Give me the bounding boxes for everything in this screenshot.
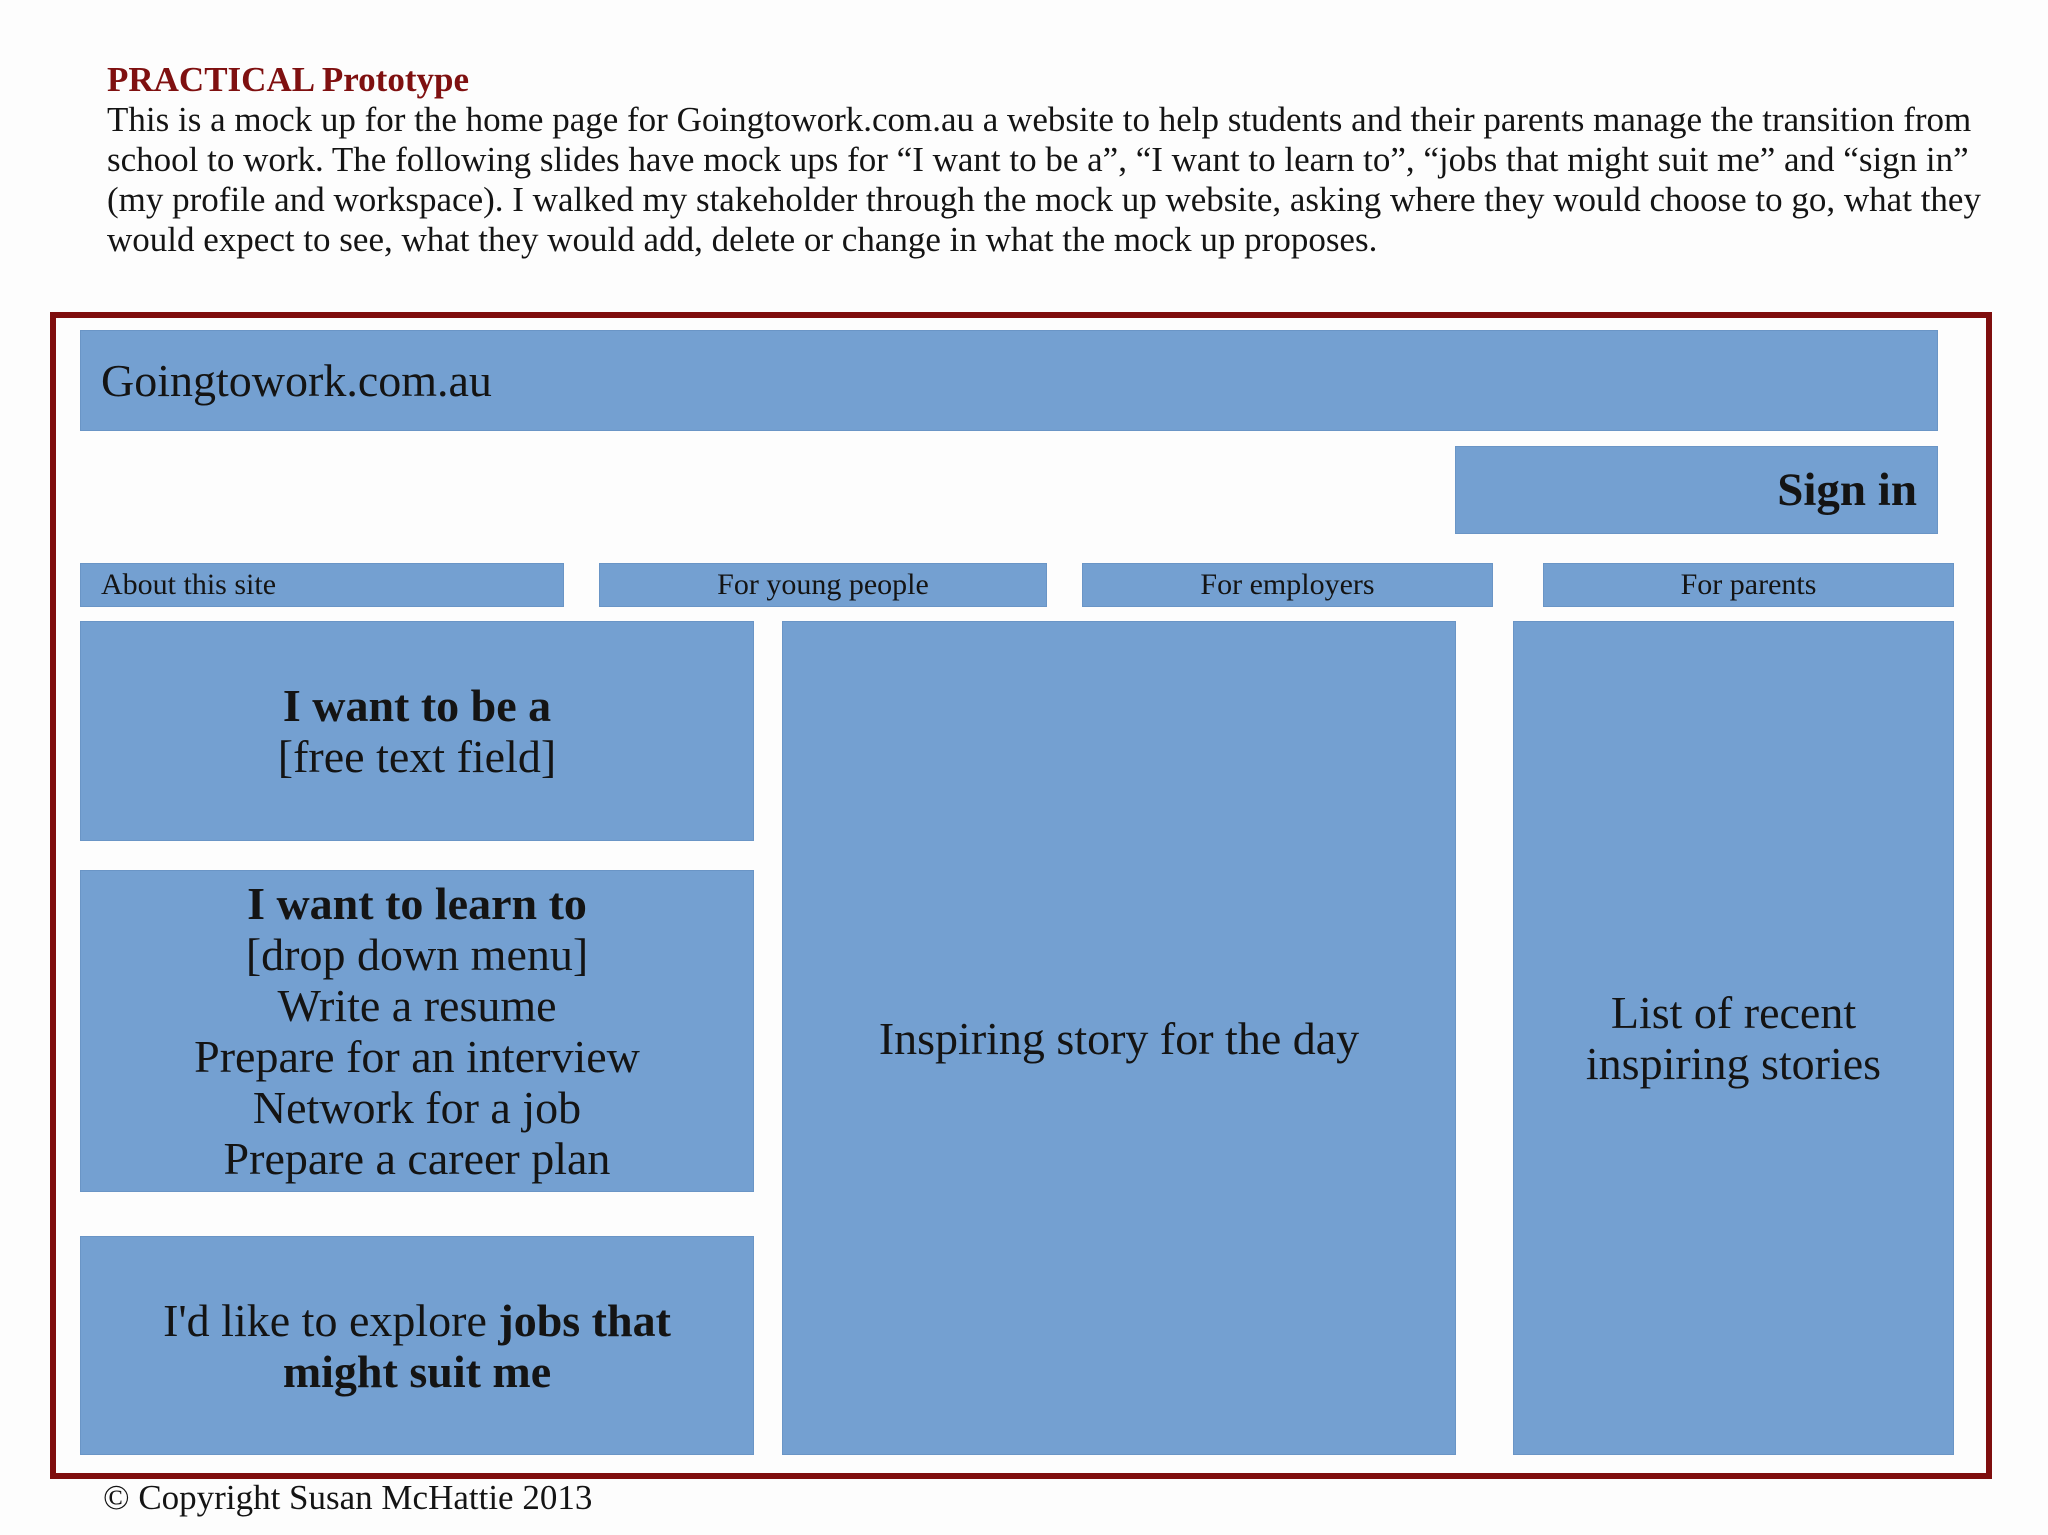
sign-in-button[interactable] xyxy=(1455,446,1938,534)
inspiring-story-panel[interactable] xyxy=(782,621,1456,1455)
nav-for-young-people[interactable] xyxy=(599,563,1047,607)
want-to-learn-panel[interactable] xyxy=(80,870,754,1192)
learn-option-interview[interactable]: Prepare for an interview xyxy=(194,1031,640,1082)
intro-description: This is a mock up for the home page for Goingtowork.com.au a website to help students and their parents manage the transition from school to work. The following slides have mock ups for “I want to be a”, “I want to learn to”, “jobs that might suit me” and “sign in” (my profile and workspace). I walked my stakeholder through the mock up website, asking where they would choose to go, what they would expect to see, what they would add, delete or change in what the mock up proposes. xyxy=(107,100,1981,259)
recent-stories-line-2: inspiring stories xyxy=(1585,1038,1882,1089)
nav-about-label: About this site xyxy=(101,568,277,601)
explore-bold-1: jobs that xyxy=(498,1294,671,1346)
learn-dropdown-menu[interactable]: [drop down menu] xyxy=(245,929,589,980)
free-text-field[interactable]: [free text field] xyxy=(277,731,557,782)
recent-stories-panel[interactable] xyxy=(1513,621,1954,1455)
want-to-be-panel[interactable] xyxy=(80,621,754,841)
nav-parents-label: For parents xyxy=(1680,568,1817,601)
nav-about-this-site[interactable] xyxy=(80,563,564,607)
nav-for-parents[interactable] xyxy=(1543,563,1954,607)
learn-option-resume[interactable]: Write a resume xyxy=(277,980,557,1031)
nav-young-label: For young people xyxy=(717,568,929,601)
intro-section xyxy=(107,60,2007,260)
copyright-notice: © Copyright Susan McHattie 2013 xyxy=(103,1478,593,1517)
intro-title: PRACTICAL Prototype xyxy=(107,60,469,99)
explore-bold-2: might suit me xyxy=(282,1345,552,1397)
explore-lead: I'd like to explore xyxy=(163,1294,499,1346)
explore-jobs-panel[interactable] xyxy=(80,1236,754,1455)
nav-employers-label: For employers xyxy=(1200,568,1375,601)
recent-stories-line-1: List of recent xyxy=(1610,987,1857,1038)
learn-option-career-plan[interactable]: Prepare a career plan xyxy=(223,1133,611,1184)
inspiring-story-label: Inspiring story for the day xyxy=(878,1012,1360,1064)
learn-option-network[interactable]: Network for a job xyxy=(252,1082,582,1133)
nav-for-employers[interactable] xyxy=(1082,563,1493,607)
site-header xyxy=(80,330,1938,431)
want-to-be-heading: I want to be a xyxy=(282,680,552,731)
explore-line-1 xyxy=(163,1295,671,1346)
want-to-learn-heading: I want to learn to xyxy=(247,878,587,929)
sign-in-label: Sign in xyxy=(1777,464,1917,516)
site-name[interactable]: Goingtowork.com.au xyxy=(101,355,492,406)
